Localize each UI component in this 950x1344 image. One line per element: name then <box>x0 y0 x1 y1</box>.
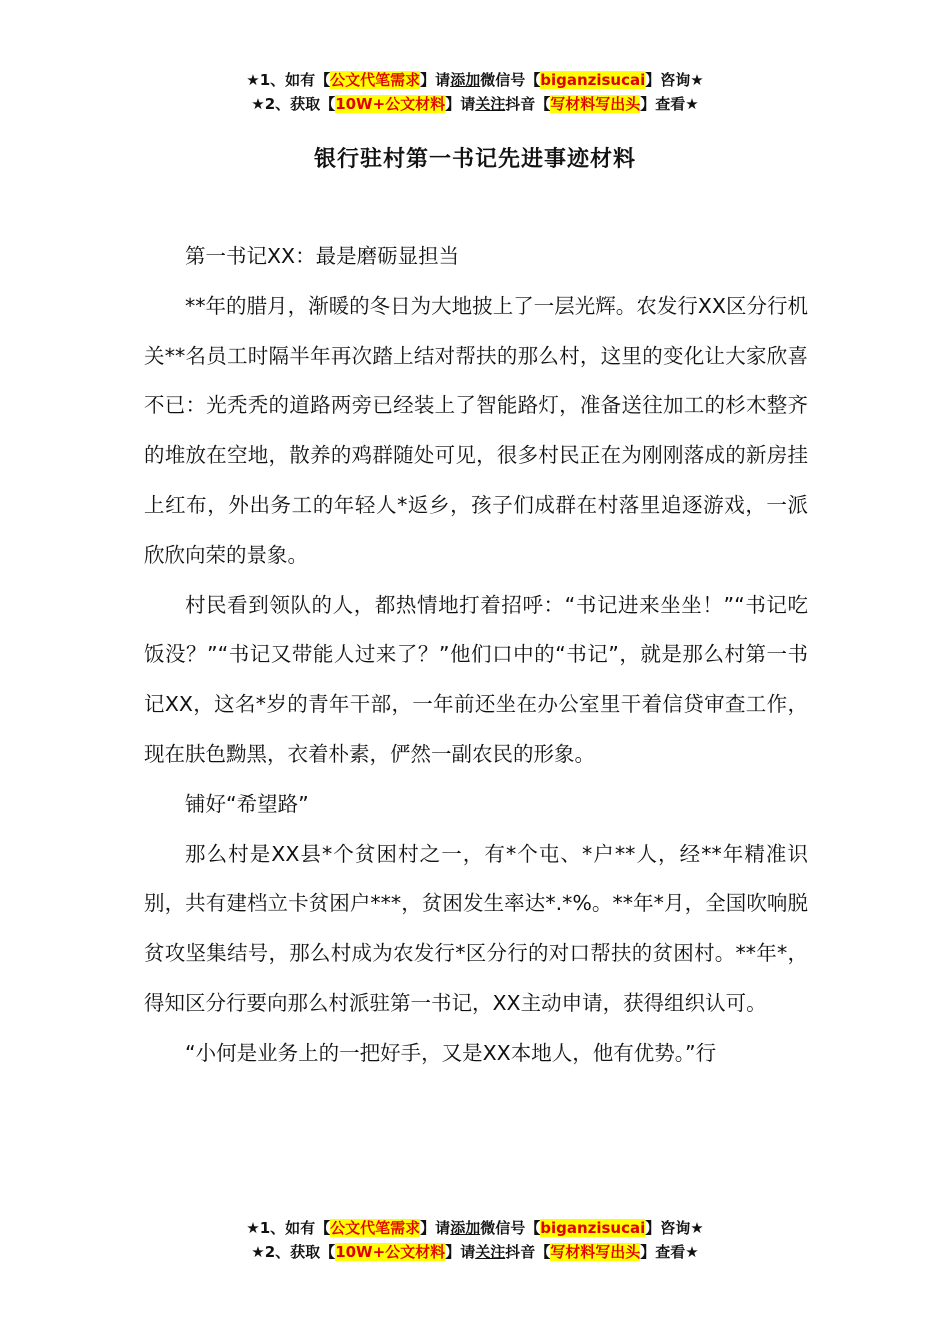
banner-text: ★1、如有【 <box>246 71 331 89</box>
banner-underline: 关注 <box>475 1243 506 1261</box>
banner-text: ★1、如有【 <box>246 1219 331 1237</box>
banner-text: ★2、获取【 <box>251 95 336 113</box>
document-body <box>144 232 808 1079</box>
banner-underline: 关注 <box>475 95 506 113</box>
document-title: 银行驻村第一书记先进事迹材料 <box>313 147 636 172</box>
banner-text: 】请 <box>445 1243 476 1261</box>
banner-text: 抖音【 <box>505 95 551 113</box>
paragraph: 铺好“希望路” <box>185 791 309 816</box>
banner-text: 抖音【 <box>505 1243 551 1261</box>
banner-text: 】咨询★ <box>645 1219 704 1237</box>
banner-text: 】咨询★ <box>645 71 704 89</box>
banner-text: 】请 <box>420 71 451 89</box>
banner-text: 】查看★ <box>640 95 699 113</box>
banner-text: 微信号【 <box>480 71 541 89</box>
banner-line-1 <box>0 1216 950 1240</box>
banner-highlight: 公文代笔需求 <box>330 71 421 89</box>
paragraph: **年的腊月，渐暖的冬日为大地披上了一层光辉。农发行XX区分行机关**名员工时隔半年再次踏上结对帮扶的那么村，这里的变化让大家欣喜不已：光秃秃的道路两旁已经装上了智能路灯，准备送往加工的杉木整齐的堆放在空地，散养的鸡群随处可见，很多村民正在为刚刚落成的新房挂上红布，外出务工的年轻人*返乡，孩子们成群在村落里追逐游戏，一派欣欣向荣的景象。 <box>144 293 808 567</box>
banner-wechat-id: biganzisucai <box>540 1219 646 1237</box>
footer-banner <box>0 1216 950 1264</box>
banner-text: 微信号【 <box>480 1219 541 1237</box>
banner-text: 】请 <box>420 1219 451 1237</box>
banner-text: 】请 <box>445 95 476 113</box>
banner-underline: 添加 <box>450 71 481 89</box>
banner-highlight: 10W+公文材料 <box>335 95 446 113</box>
banner-douyin-id: 写材料写出头 <box>550 1243 641 1261</box>
banner-line-2 <box>0 1240 950 1264</box>
banner-text: ★2、获取【 <box>251 1243 336 1261</box>
header-banner <box>0 68 950 116</box>
paragraph: “小何是业务上的一把好手，又是XX本地人，他有优势。”行 <box>185 1040 717 1065</box>
banner-highlight: 10W+公文材料 <box>335 1243 446 1261</box>
paragraph: 那么村是XX县*个贫困村之一，有*个屯、*户**人，经**年精准识别，共有建档立卡贫困户***，贫困发生率达*.*%。**年*月，全国吹响脱贫攻坚集结号，那么村成为农发行*区分行的对口帮扶的贫困村。**年*，得知区分行要向那么村派驻第一书记，XX主动申请，获得组织认可。 <box>144 841 808 1015</box>
banner-text: 】查看★ <box>640 1243 699 1261</box>
banner-line-2 <box>0 92 950 116</box>
paragraph: 村民看到领队的人，都热情地打着招呼：“书记进来坐坐！”“书记吃饭没？”“书记又带能人过来了？”他们口中的“书记”，就是那么村第一书记XX，这名*岁的青年干部，一年前还坐在办公室里干着信贷审查工作，现在肤色黝黑，衣着朴素，俨然一副农民的形象。 <box>144 592 808 766</box>
banner-douyin-id: 写材料写出头 <box>550 95 641 113</box>
paragraph: 第一书记XX：最是磨砺显担当 <box>185 244 460 268</box>
banner-highlight: 公文代笔需求 <box>330 1219 421 1237</box>
banner-underline: 添加 <box>450 1219 481 1237</box>
banner-wechat-id: biganzisucai <box>540 71 646 89</box>
banner-line-1 <box>0 68 950 92</box>
